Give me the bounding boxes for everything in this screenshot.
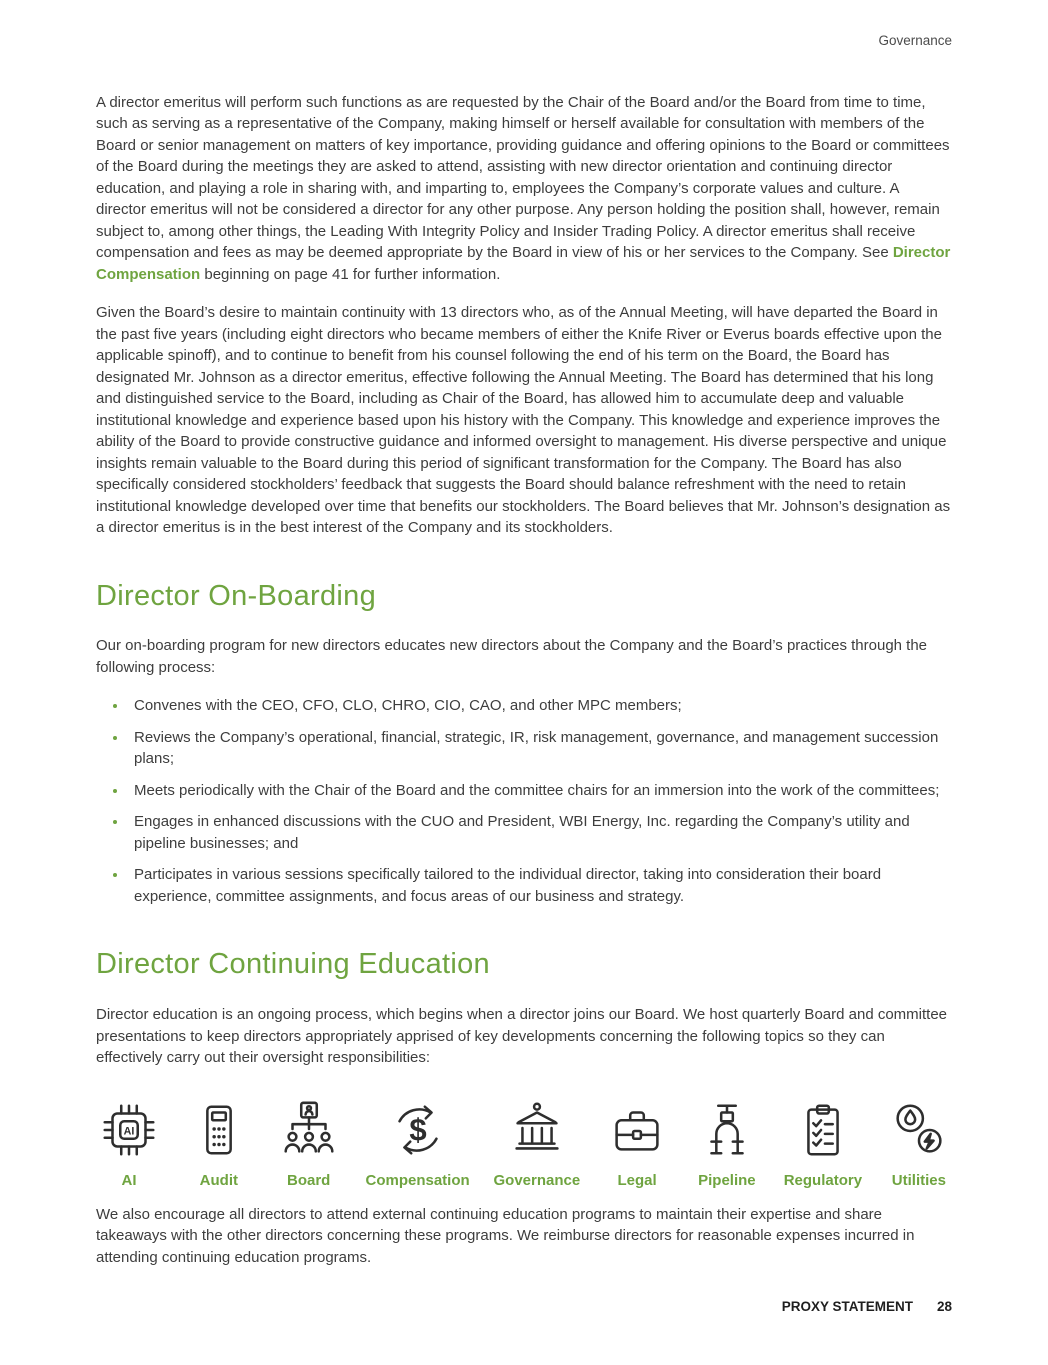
svg-text:$: $ [408,1112,427,1148]
pipe-valve-icon [694,1097,760,1163]
ai-chip-icon [96,1097,162,1163]
topic-label: AI [121,1171,137,1189]
topic-label: Audit [199,1171,238,1189]
topic-governance [494,1097,581,1188]
list-item: • Engages in enhanced discussions with the CUO and President, WBI Energy, Inc. regarding the Company’s utility and pipeline businesses; and [128,811,952,854]
briefcase-icon [604,1097,670,1163]
list-item: • Participates in various sessions specifically tailored to the individual director, taking into consideration their board experience, committee assignments, and focus areas of our business and strategy. [128,864,952,907]
page-number: 28 [936,1298,952,1314]
org-chart-icon [276,1097,342,1163]
topic-label: Governance [493,1171,581,1189]
topic-label: Pipeline [698,1171,756,1189]
topic-label: Utilities [891,1171,946,1189]
svg-text:AI: AI [123,1124,135,1137]
list-item: • Meets periodically with the Chair of the Board and the committee chairs for an immersion into the work of the committees; [128,780,952,802]
topic-label: Legal [617,1171,657,1189]
topic-legal [604,1097,670,1188]
education-topics-row [96,1097,952,1188]
onboarding-intro: Our on-boarding program for new directors educates new directors about the Company and the Board’s practices through the following process: [96,637,928,676]
director-compensation-link[interactable]: Director Compensation [96,244,951,283]
education-intro: Director education is an ongoing process, which begins when a director joins our Board. We host quarterly Board and committee presentations to keep directors appropriately apprised of key developments concerning the following topics so they can effectively carry out their oversight responsibilities: [96,1006,948,1067]
section-title-continuing-education: Director Continuing Education [96,948,490,981]
onboarding-bullet-list [96,695,952,907]
paragraph-text: beginning on page 41 for further information. [200,265,501,283]
page-footer [782,1296,952,1318]
list-item: • Convenes with the CEO, CFO, CLO, CHRO, CIO, CAO, and other MPC members; [128,695,952,717]
paragraph-text: A director emeritus will perform such functions as are requested by the Chair of the Board and/or the Board from time to time, such as serving as a representative of the Company, making himself or herself available for consultation with members of the Board or senior management on matters of key importance, providing guidance and offering opinions to the Board or committees of the Board during the meetings they are asked to attend, assisting with new director orientation and continuing director education, and playing a role in sharing with, and imparting to, employees the Company’s corporate values and culture. A director emeritus will not be considered a director for any other purpose. Any person holding the position shall, however, remain subject to, among other things, the Leading With Integrity Policy and Insider Trading Policy. A director emeritus shall receive compensation and fees as may be deemed appropriate by the Board in view of his or her services to the Company. See [96,93,950,261]
emeritus-paragraph-1 [96,92,952,286]
running-header-text: Governance [878,33,952,48]
energy-utilities-icon [886,1097,952,1163]
topic-ai [96,1097,162,1188]
topic-regulatory [784,1097,862,1188]
list-item: • Reviews the Company’s operational, financial, strategic, IR, risk management, governance, and management succession plans; [128,727,952,770]
education-outro: We also encourage all directors to attend external continuing education programs to maintain their expertise and share takeaways with the other directors concerning these programs. We reimburse directors for reasonable expenses incurred in attending continuing education programs. [96,1205,915,1266]
topic-label: Board [286,1171,331,1189]
emeritus-paragraph-2: Given the Board’s desire to maintain continuity with 13 directors who, as of the Annual Meeting, will have departed the Board in the past five years (including eight directors who became members of either the Knife River or Everus boards effective upon the applicable spinoff), and to continue to benefit from his counsel following the end of his term on the Board, the Board has designated Mr. Johnson as a director emeritus, effective following the Annual Meeting. The Board has determined that his long and distinguished service to the Board, including as Chair of the Board, has allowed him to accumulate deep and valuable institutional knowledge and experience based upon his history with the Company. This knowledge and experience improves the ability of the Board to provide constructive guidance and informed oversight to management. His diverse perspective and unique insights remain valuable to the Board during this period of significant transformation for the Company. The Board has also specifically considered stockholders’ feedback that suggests the Board should balance refreshment with the need to retain institutional knowledge developed over time that benefits our stockholders. The Board believes that Mr. Johnson’s designation as a director emeritus is in the best interest of the Company and its stockholders. [96,304,951,536]
clipboard-checklist-icon [790,1097,856,1163]
calculator-icon [186,1097,252,1163]
running-header [96,30,952,52]
topic-board [276,1097,342,1188]
bank-icon [504,1097,570,1163]
topic-label: Compensation [365,1171,470,1189]
footer-label: PROXY STATEMENT [781,1298,913,1314]
topic-utilities [886,1097,952,1188]
section-title-onboarding: Director On-Boarding [96,579,376,612]
topic-pipeline [694,1097,760,1188]
dollar-cycle-icon [385,1097,451,1163]
topic-audit [186,1097,252,1188]
topic-label: Regulatory [783,1171,863,1189]
topic-compensation [365,1097,469,1188]
